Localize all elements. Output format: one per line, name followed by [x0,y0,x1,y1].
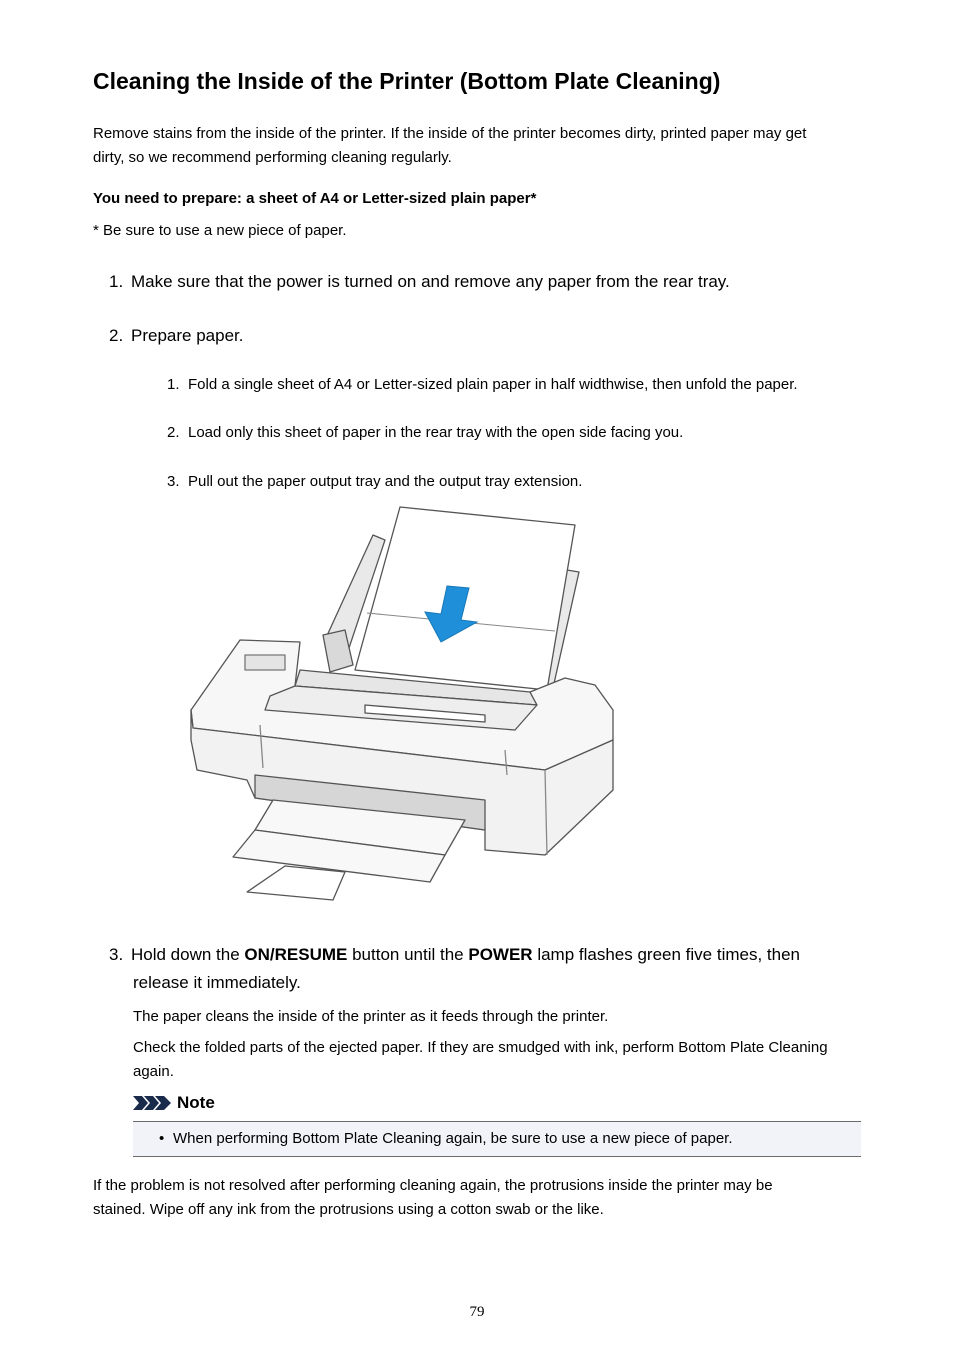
substep-text: Fold a single sheet of A4 or Letter-sized plain paper in half widthwise, then unfold the paper. [188,376,798,393]
note-box [133,1121,861,1157]
page-number: 79 [469,1304,485,1320]
substep-text: Load only this sheet of paper in the rear tray with the open side facing you. [188,424,684,441]
step-text-before: Hold down the [131,945,245,964]
step-number: 2. [109,326,124,345]
paragraph-line-2: again. [133,1063,174,1080]
step-text: Prepare paper. [131,326,244,345]
step-3-paragraph-2 [133,1036,828,1084]
note-heading [133,1093,215,1113]
substep-number: 2. [167,424,180,441]
substep-number: 1. [167,376,180,393]
substep-2 [167,424,683,441]
substep-number: 3. [167,473,180,490]
substep-3 [167,473,582,490]
paragraph-line-1: Check the folded parts of the ejected paper. If they are smudged with ink, perform Bottom Plate Cleaning [133,1039,828,1056]
note-bullet: • [159,1130,165,1147]
step-1 [109,268,730,296]
intro-line-2: dirty, so we recommend performing cleaning regularly. [93,149,452,166]
closing-line-1: If the problem is not resolved after performing cleaning again, the protrusions inside the printer may be [93,1177,773,1194]
page-title: Cleaning the Inside of the Printer (Bottom Plate Cleaning) [93,68,721,94]
note-item: When performing Bottom Plate Cleaning again, be sure to use a new piece of paper. [173,1130,733,1147]
step-text-line-2: release it immediately. [133,973,301,992]
note-label: Note [177,1093,215,1112]
step-2 [109,322,243,350]
substep-1 [167,376,798,393]
step-text-after: lamp flashes green five times, then [532,945,801,964]
on-resume-label: ON/RESUME [244,945,348,964]
step-text-mid: button until the [347,945,469,964]
substep-text: Pull out the paper output tray and the output tray extension. [188,473,583,490]
note-chevrons-icon [133,1095,173,1111]
step-number: 1. [109,272,124,291]
intro-line-1: Remove stains from the inside of the printer. If the inside of the printer becomes dirty, printed paper may get [93,125,807,142]
prepare-footnote: * Be sure to use a new piece of paper. [93,222,347,239]
closing-paragraph [93,1174,773,1222]
closing-line-2: stained. Wipe off any ink from the protrusions using a cotton swab or the like. [93,1201,604,1218]
printer-with-paper-illustration [185,500,620,912]
intro-paragraph [93,122,806,170]
step-3 [109,941,800,997]
prepare-heading: You need to prepare: a sheet of A4 or Letter-sized plain paper* [93,190,537,207]
step-text: Make sure that the power is turned on and remove any paper from the rear tray. [131,272,730,291]
step-3-paragraph-1: The paper cleans the inside of the printer as it feeds through the printer. [133,1008,609,1025]
power-label: POWER [468,945,533,964]
step-number: 3. [109,945,124,964]
